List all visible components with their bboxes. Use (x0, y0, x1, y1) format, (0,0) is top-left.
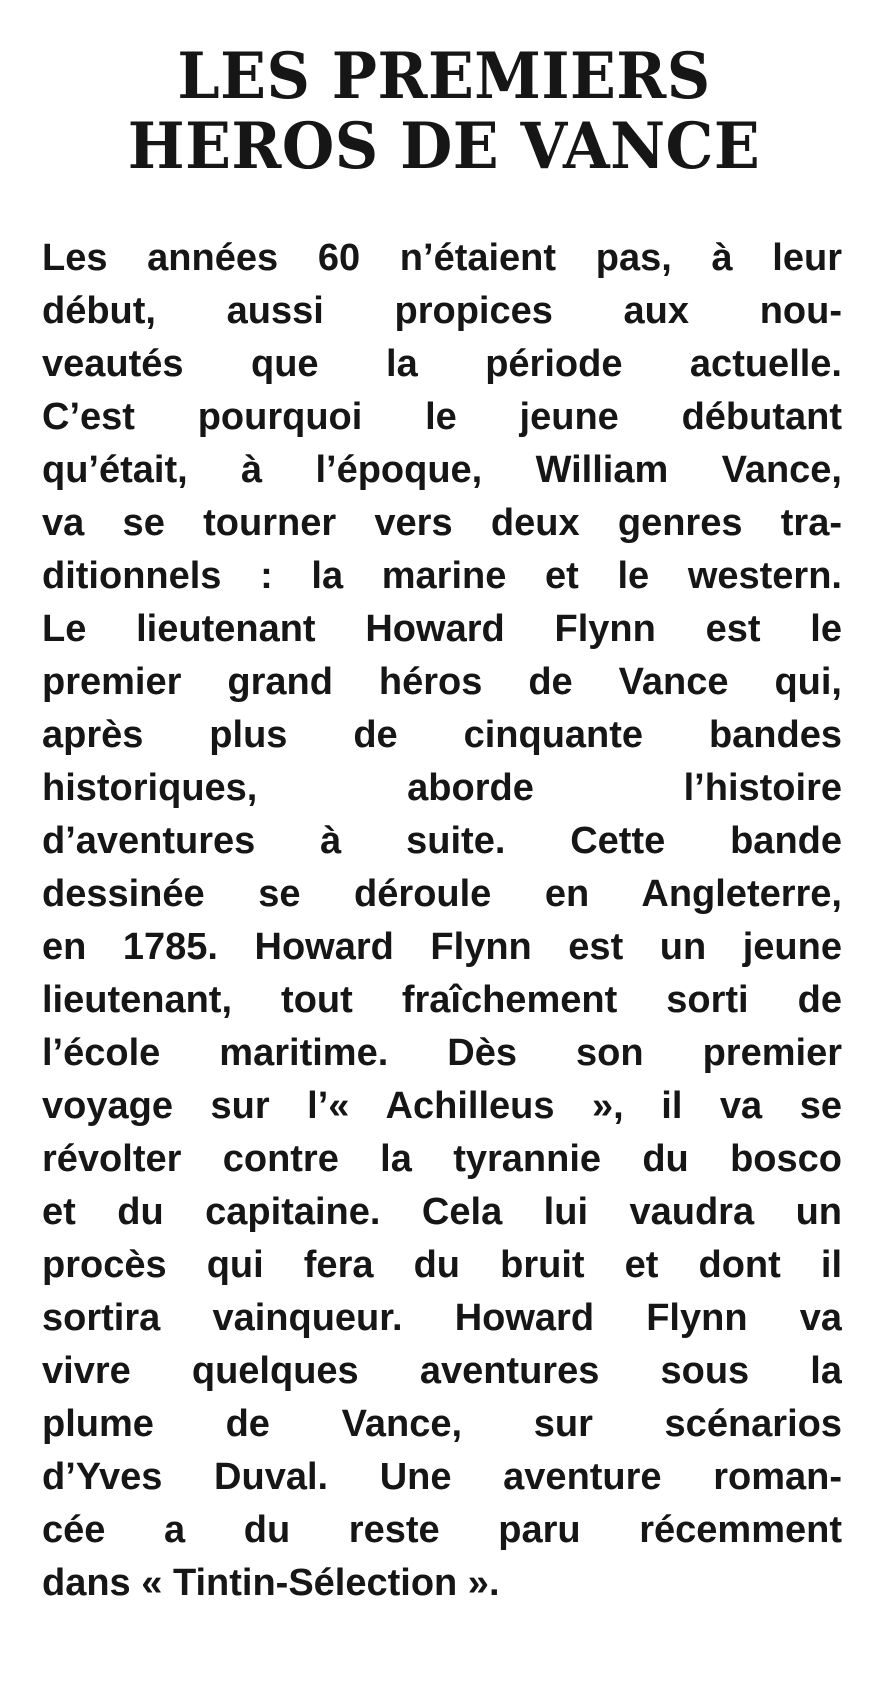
body-line-11: historiques, aborde l’histoire (42, 767, 842, 809)
body-line-24: d’Yves Duval. Une aventure roman- (42, 1456, 842, 1498)
body-line-13: dessinée se déroule en Angleterre, (42, 873, 842, 915)
article-title-line-1: LES PREMIERS (177, 39, 711, 114)
body-line-10: après plus de cinquante bandes (42, 714, 842, 756)
body-line-8: Le lieutenant Howard Flynn est le (42, 608, 842, 650)
body-line-19: et du capitaine. Cela lui vaudra un (42, 1191, 842, 1233)
body-line-25: cée a du reste paru récemment (42, 1509, 842, 1551)
body-line-14: en 1785. Howard Flynn est un jeune (42, 926, 842, 968)
body-line-3: veautés que la période actuelle. (42, 343, 842, 385)
body-line-5: qu’était, à l’époque, William Vance, (42, 449, 842, 491)
body-line-23: plume de Vance, sur scénarios (42, 1403, 842, 1445)
body-line-7: ditionnels : la marine et le western. (42, 555, 842, 597)
body-line-18: révolter contre la tyrannie du bosco (42, 1138, 842, 1180)
article-title (64, 39, 824, 184)
body-line-26: dans « Tintin-Sélection ». (42, 1562, 500, 1604)
body-line-20: procès qui fera du bruit et dont il (42, 1244, 842, 1286)
article-body (42, 232, 842, 1610)
body-line-2: début, aussi propices aux nou- (42, 290, 842, 332)
body-line-16: l’école maritime. Dès son premier (42, 1032, 842, 1074)
body-line-1: Les années 60 n’étaient pas, à leur (42, 237, 842, 279)
body-line-22: vivre quelques aventures sous la (42, 1350, 842, 1392)
article-title-line-2: HEROS DE VANCE (127, 109, 761, 184)
body-line-4: C’est pourquoi le jeune débutant (42, 396, 842, 438)
body-line-17: voyage sur l’« Achilleus », il va se (42, 1085, 842, 1127)
body-line-15: lieutenant, tout fraîchement sorti de (42, 979, 842, 1021)
body-line-12: d’aventures à suite. Cette bande (42, 820, 842, 862)
body-line-9: premier grand héros de Vance qui, (42, 661, 842, 703)
body-line-21: sortira vainqueur. Howard Flynn va (42, 1297, 842, 1339)
body-line-6: va se tourner vers deux genres tra- (42, 502, 842, 544)
